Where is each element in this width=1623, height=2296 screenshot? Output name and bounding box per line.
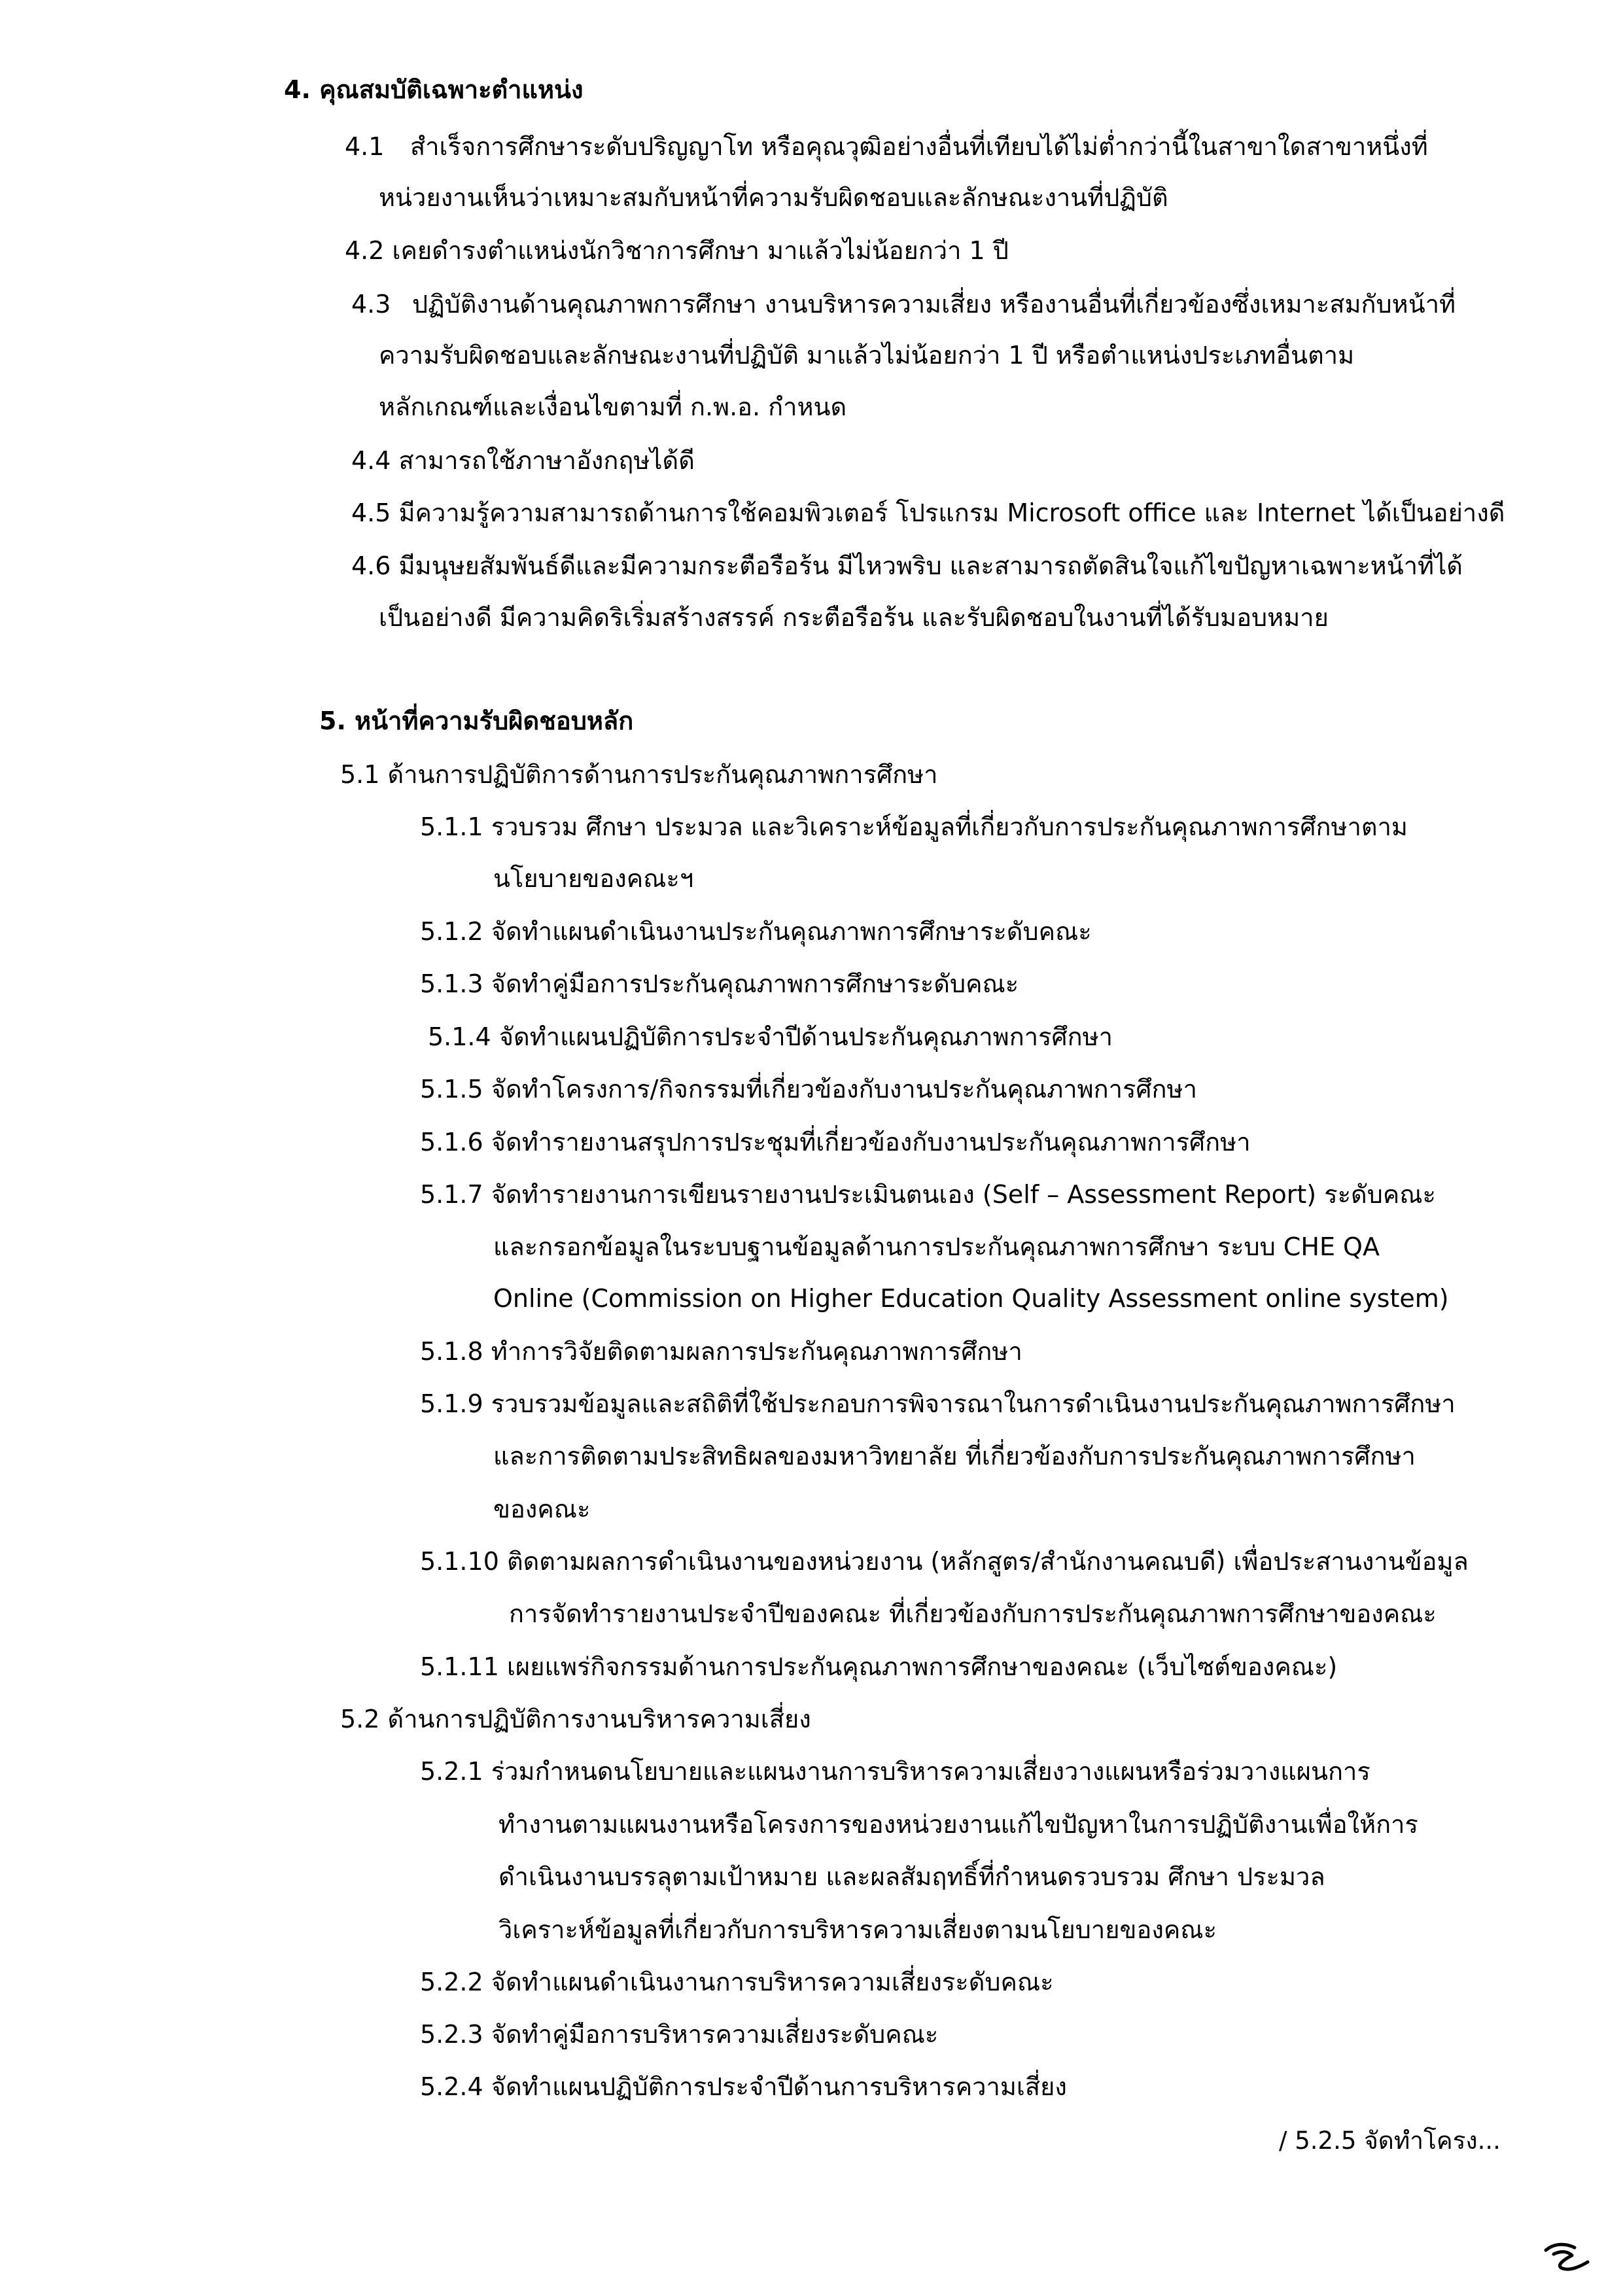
item-4-1-line2: หน่วยงานเห็นว่าเหมาะสมกับหน้าที่ความรับผิดชอบและลักษณะงานที่ปฏิบัติ (379, 183, 1168, 212)
item-5-1-1-line1: 5.1.1 รวบรวม ศึกษา ประมวล และวิเคราะห์ข้อมูลที่เกี่ยวกับการประกันคุณภาพการศึกษาตาม (420, 812, 1408, 841)
item-4-5: 4.5 มีความรู้ความสามารถด้านการใช้คอมพิวเตอร์ โปรแกรม Microsoft office และ Internet ได้เป็นอย่างดี (351, 498, 1505, 527)
item-4-3-line2: ความรับผิดชอบและลักษณะงานที่ปฏิบัติ มาแล้วไม่น้อยกว่า 1 ปี หรือตำแหน่งประเภทอื่นตาม (379, 341, 1355, 370)
item-5-2-1-line1: 5.2.1 ร่วมกำหนดนโยบายและแผนงานการบริหารความเสี่ยงวางแผนหรือร่วมวางแผนการ (420, 1757, 1370, 1786)
item-5-1-3: 5.1.3 จัดทำคู่มือการประกันคุณภาพการศึกษาระดับคณะ (420, 969, 1019, 998)
item-4-6-line2: เป็นอย่างดี มีความคิดริเริ่มสร้างสรรค์ กระตือรือร้น และรับผิดชอบในงานที่ได้รับมอบหมาย (379, 603, 1329, 632)
item-5-1-10-line2: การจัดทำรายงานประจำปีของคณะ ที่เกี่ยวข้องกับการประกันคุณภาพการศึกษาของคณะ (509, 1599, 1437, 1628)
item-4-1-number: 4.1 (345, 132, 385, 161)
item-5-1-1-line2: นโยบายของคณะฯ (493, 864, 694, 893)
item-5-1-5: 5.1.5 จัดทำโครงการ/กิจกรรมที่เกี่ยวข้องกับงานประกันคุณภาพการศึกษา (420, 1075, 1197, 1104)
item-5-1-9-line3: ของคณะ (493, 1495, 591, 1523)
item-4-4: 4.4 สามารถใช้ภาษาอังกฤษได้ดี (351, 446, 695, 475)
item-5-1-7-line3: Online (Commission on Higher Education Quality Assessment online system) (493, 1284, 1449, 1313)
item-5-2-1-line3: ดำเนินงานบรรลุตามเป้าหมาย และผลสัมฤทธิ์ที่กำหนดรวบรวม ศึกษา ประมวล (498, 1862, 1325, 1891)
item-5-1-10-line1: 5.1.10 ติดตามผลการดำเนินงานของหน่วยงาน (หลักสูตร/สำนักงานคณบดี) เพื่อประสานงานข้อมูล (420, 1547, 1469, 1576)
continuation-note: / 5.2.5 จัดทำโครง... (1279, 2127, 1501, 2155)
item-5-1-2: 5.1.2 จัดทำแผนดำเนินงานประกันคุณภาพการศึกษาระดับคณะ (420, 917, 1092, 946)
item-5-2-4: 5.2.4 จัดทำแผนปฏิบัติการประจำปีด้านการบริหารความเสี่ยง (420, 2072, 1067, 2101)
subsection-5-1-heading: 5.1 ด้านการปฏิบัติการด้านการประกันคุณภาพการศึกษา (340, 760, 938, 789)
item-5-1-9-line1: 5.1.9 รวบรวมข้อมูลและสถิติที่ใช้ประกอบการพิจารณาในการดำเนินงานประกันคุณภาพการศึกษา (420, 1389, 1456, 1418)
item-5-2-1-line2: ทำงานตามแผนงานหรือโครงการของหน่วยงานแก้ไขปัญหาในการปฏิบัติงานเพื่อให้การ (498, 1810, 1418, 1839)
item-5-2-2: 5.2.2 จัดทำแผนดำเนินงานการบริหารความเสี่ยงระดับคณะ (420, 1968, 1054, 1996)
item-5-1-8: 5.1.8 ทำการวิจัยติดตามผลการประกันคุณภาพการศึกษา (420, 1337, 1022, 1366)
item-4-1-line1: สำเร็จการศึกษาระดับปริญญาโท หรือคุณวุฒิอย่างอื่นที่เทียบได้ไม่ต่ำกว่านี้ในสาขาใดสาขาหนึ่งที่ (410, 132, 1428, 161)
item-4-3-number: 4.3 (351, 290, 391, 319)
item-5-1-9-line2: และการติดตามประสิทธิผลของมหาวิทยาลัย ที่เกี่ยวข้องกับการประกันคุณภาพการศึกษา (493, 1442, 1416, 1470)
item-5-1-4: 5.1.4 จัดทำแผนปฏิบัติการประจำปีด้านประกันคุณภาพการศึกษา (428, 1022, 1113, 1051)
item-4-3-line1: ปฏิบัติงานด้านคุณภาพการศึกษา งานบริหารความเสี่ยง หรืองานอื่นที่เกี่ยวข้องซึ่งเหมาะสมกับหน้าที่ (412, 290, 1456, 319)
item-4-3-line3: หลักเกณฑ์และเงื่อนไขตามที่ ก.พ.อ. กำหนด (379, 392, 847, 421)
item-5-1-11: 5.1.11 เผยแพร่กิจกรรมด้านการประกันคุณภาพการศึกษาของคณะ (เว็บไซต์ของคณะ) (420, 1652, 1338, 1681)
item-4-2: 4.2 เคยดำรงตำแหน่งนักวิชาการศึกษา มาแล้วไม่น้อยกว่า 1 ปี (345, 236, 1009, 265)
handwritten-initial-mark (1541, 2236, 1593, 2275)
item-5-1-7-line1: 5.1.7 จัดทำรายงานการเขียนรายงานประเมินตนเอง (Self – Assessment Report) ระดับคณะ (420, 1180, 1436, 1209)
item-5-2-3: 5.2.3 จัดทำคู่มือการบริหารความเสี่ยงระดับคณะ (420, 2020, 939, 2049)
item-5-2-1-line4: วิเคราะห์ข้อมูลที่เกี่ยวกับการบริหารความเสี่ยงตามนโยบายของคณะ (498, 1915, 1217, 1944)
subsection-5-2-heading: 5.2 ด้านการปฏิบัติการงานบริหารความเสี่ยง (340, 1705, 811, 1733)
item-5-1-7-line2: และกรอกข้อมูลในระบบฐานข้อมูลด้านการประกันคุณภาพการศึกษา ระบบ CHE QA (493, 1232, 1380, 1261)
section-4-heading: 4. คุณสมบัติเฉพาะตำแหน่ง (284, 75, 584, 104)
section-5-heading: 5. หน้าที่ความรับผิดชอบหลัก (319, 706, 634, 735)
item-4-6-line1: 4.6 มีมนุษยสัมพันธ์ดีและมีความกระตือรือร้น มีไหวพริบ และสามารถตัดสินใจแก้ไขปัญหาเฉพาะหน้าที่ได้ (351, 551, 1463, 580)
item-5-1-6: 5.1.6 จัดทำรายงานสรุปการประชุมที่เกี่ยวข้องกับงานประกันคุณภาพการศึกษา (420, 1128, 1251, 1157)
